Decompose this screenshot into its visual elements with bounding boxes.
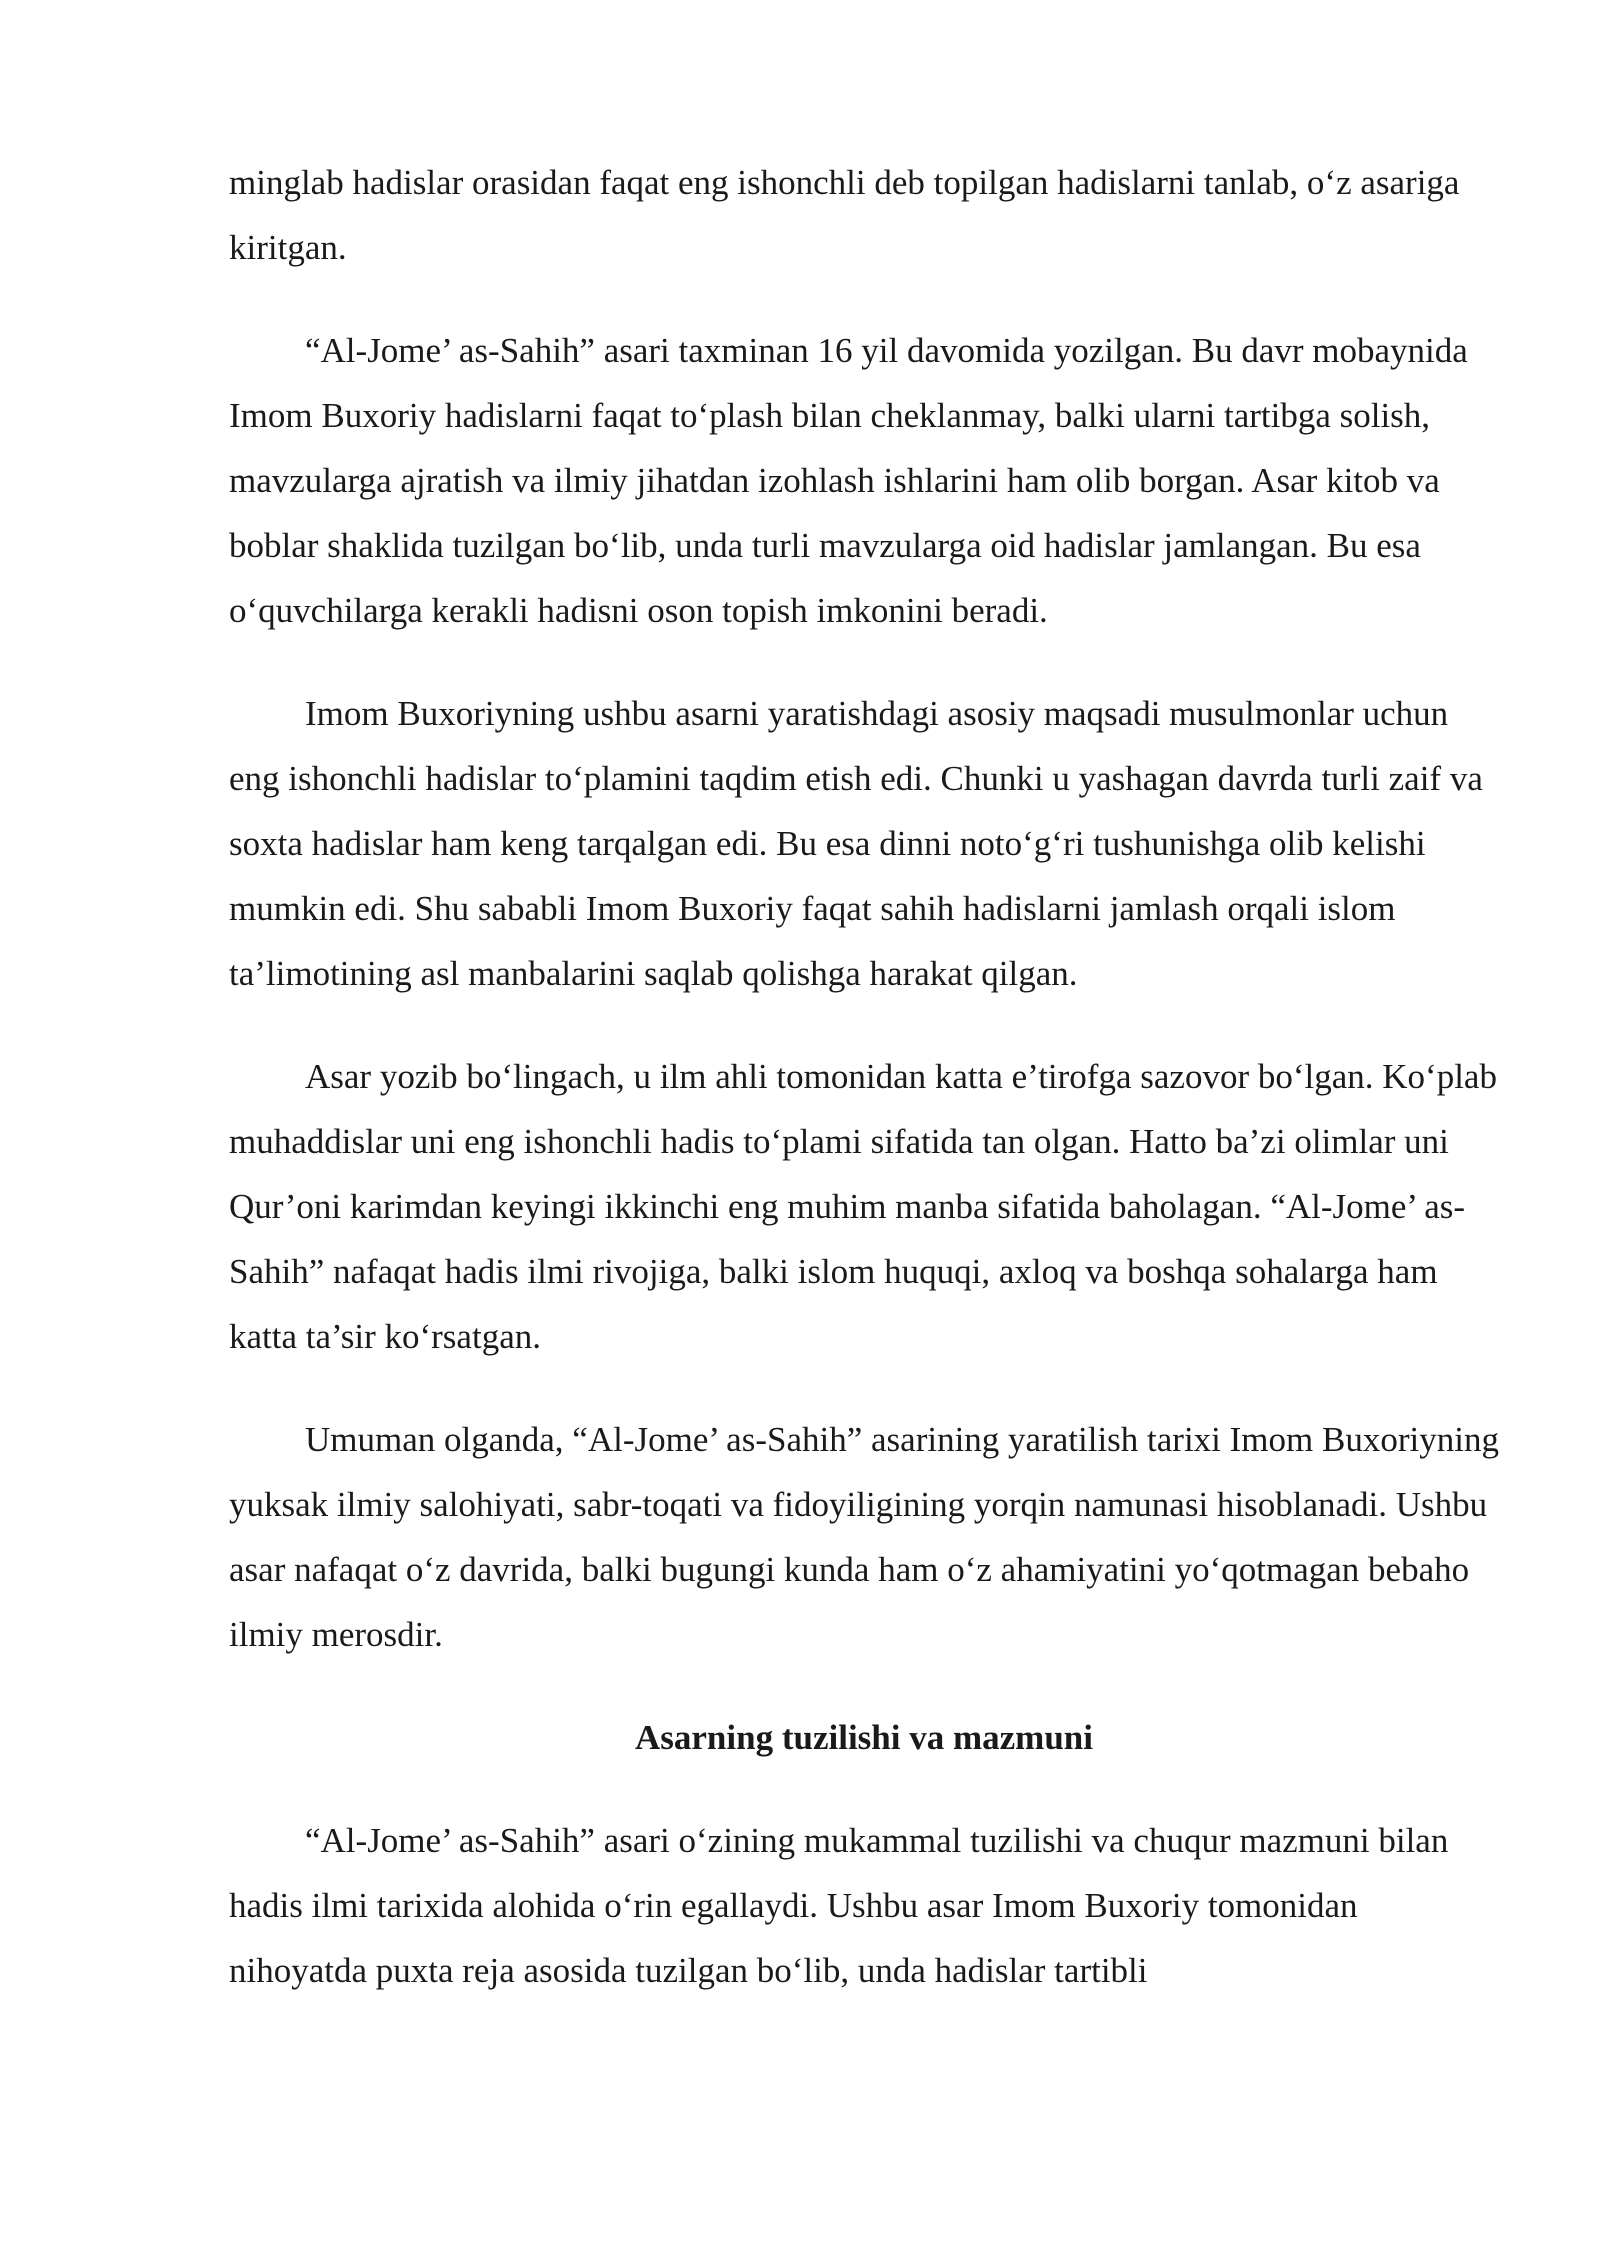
paragraph-conclusion: Umuman olganda, “Al-Jome’ as-Sahih” asarining yaratilish tarixi Imom Buxoriyning yuksak ilmiy salohiyati, sabr-toqati va fidoyiligining yorqin namunasi hisoblanadi. Ushbu asar nafaqat o‘z davrida, balki bugungi kunda ham o‘z ahamiyatini yo‘qotmagan bebaho ilmiy merosdir.	[229, 1420, 1499, 1654]
paragraph-recognition: Asar yozib bo‘lingach, u ilm ahli tomonidan katta e’tirofga sazovor bo‘lgan. Ko‘plab muhaddislar uni eng ishonchli hadis to‘plami sifatida tan olgan. Hatto ba’zi olimlar uni Qur’oni karimdan keyingi ikkinchi eng muhim manba sifatida baholagan. “Al-Jome’ as-Sahih” nafaqat hadis ilmi rivojiga, balki islom huquqi, axloq va boshqa sohalarga ham katta ta’sir ko‘rsatgan.	[229, 1057, 1497, 1356]
document-body	[229, 150, 1499, 2041]
paragraph-structure: “Al-Jome’ as-Sahih” asari o‘zining mukammal tuzilishi va chuqur mazmuni bilan hadis ilmi tarixida alohida o‘rin egallaydi. Ushbu asar Imom Buxoriy tomonidan nihoyatda puxta reja asosida tuzilgan bo‘lib, unda hadislar tartibli	[229, 1821, 1449, 1990]
paragraph-purpose: Imom Buxoriyning ushbu asarni yaratishdagi asosiy maqsadi musulmonlar uchun eng ishonchli hadislar to‘plamini taqdim etish edi. Chunki u yashagan davrda turli zaif va soxta hadislar ham keng tarqalgan edi. Bu esa dinni noto‘g‘ri tushunishga olib kelishi mumkin edi. Shu sababli Imom Buxoriy faqat sahih hadislarni jamlash orqali islom ta’limotining asl manbalarini saqlab qolishga harakat qilgan.	[229, 694, 1483, 993]
paragraph-writing-period: “Al-Jome’ as-Sahih” asari taxminan 16 yil davomida yozilgan. Bu davr mobaynida Imom Buxoriy hadislarni faqat to‘plash bilan cheklanmay, balki ularni tartibga solish, mavzularga ajratish va ilmiy jihatdan izohlash ishlarini ham olib borgan. Asar kitob va boblar shaklida tuzilgan bo‘lib, unda turli mavzularga oid hadislar jamlangan. Bu esa o‘quvchilarga kerakli hadisni oson topish imkonini beradi.	[229, 331, 1468, 630]
paragraph-continuation: minglab hadislar orasidan faqat eng ishonchli deb topilgan hadislarni tanlab, o‘z asariga kiritgan.	[229, 163, 1460, 267]
section-heading: Asarning tuzilishi va mazmuni	[635, 1718, 1093, 1757]
